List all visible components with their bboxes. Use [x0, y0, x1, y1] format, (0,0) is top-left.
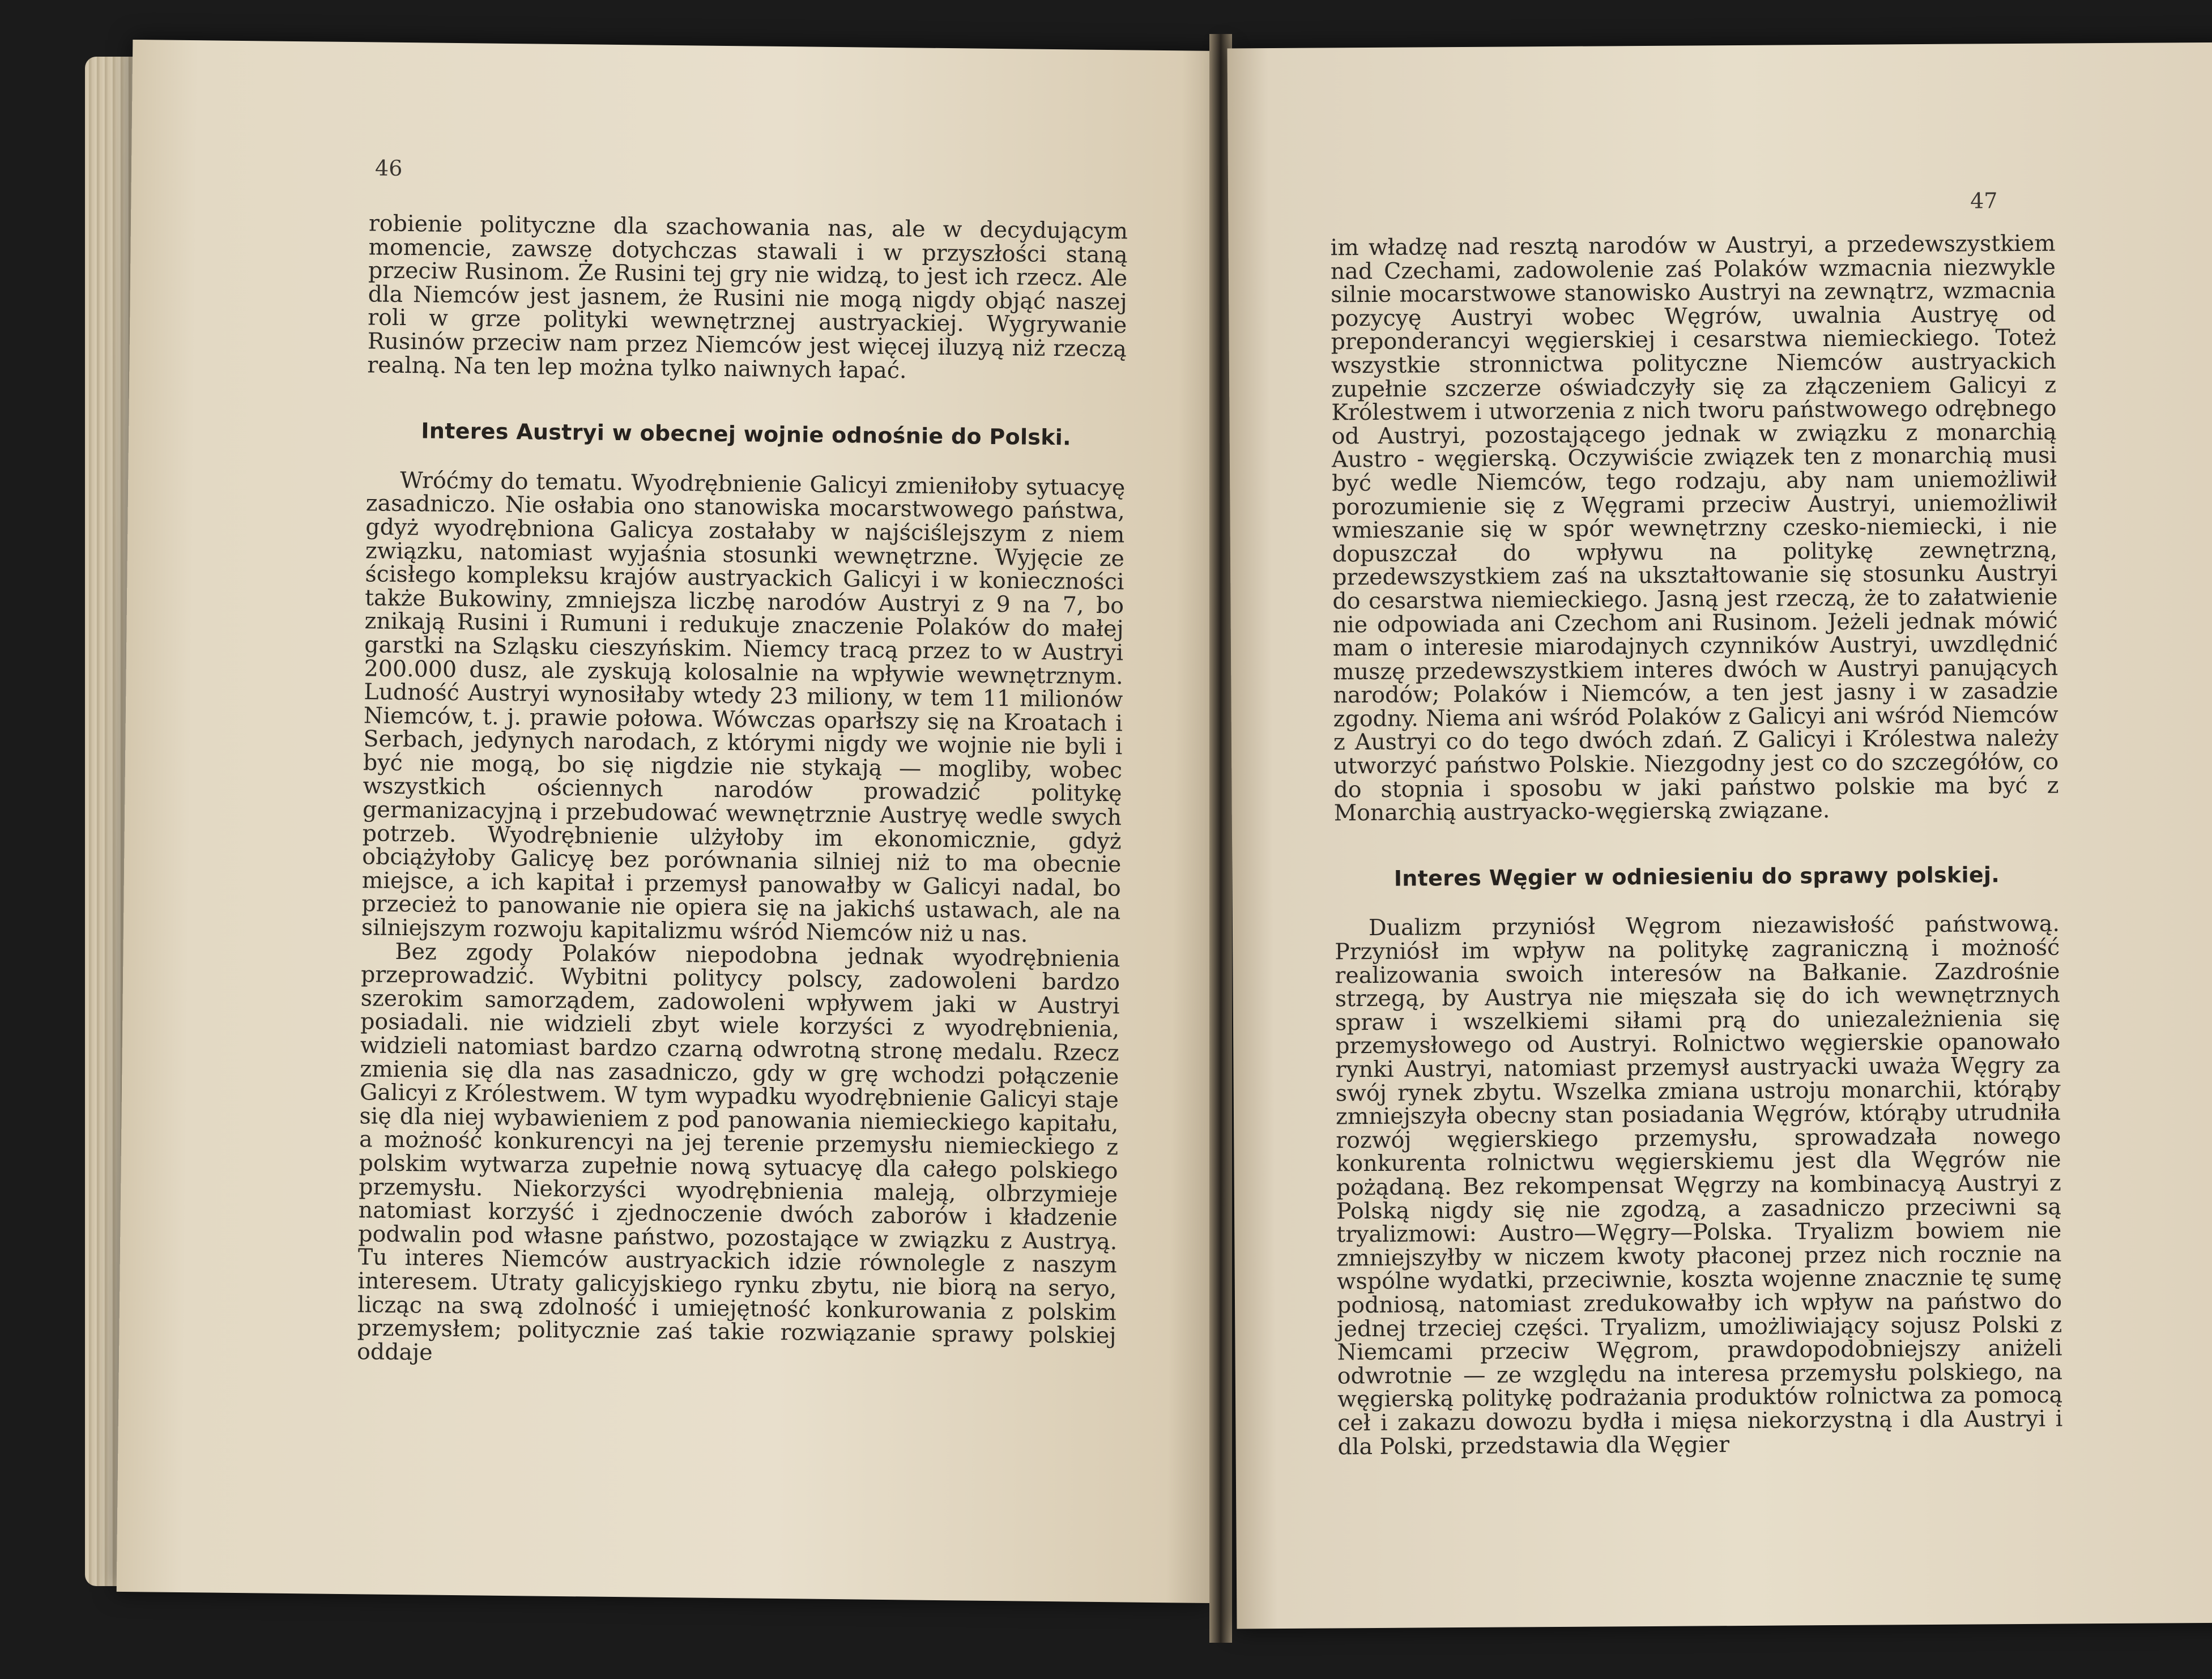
- section-heading: Interes Węgier w odniesieniu do sprawy polskiej.: [1393, 862, 2000, 891]
- paragraph: robienie polityczne dla szachowania nas, ale w decydującym momencie, zawsze dotychczas stawali i w przyszłości staną przeciw Rusinom. Że Rusini tej gry nie widzą, to jest ich rzecz. Ale dla Niemców jest jasnem, że Rusini nie mogą nigdy objąć naszej roli w grze polityki wewnętrznej austryackiej. Wygrywanie Rusinów przeciw nam przez Niemców jest więcej iluzyą niż rzeczą realną. Na ten lep można tylko naiwnych łapać.: [367, 210, 1128, 383]
- section-heading: Interes Austryi w obecnej wojnie odnośnie do Polski.: [421, 418, 1072, 450]
- paragraph: Dualizm przyniósł Węgrom niezawisłość państwową. Przyniósł im wpływ na politykę zagraniczną i możność realizowania swoich interesów na Bałkanie. Zazdrośnie strzegą, by Austrya nie mięszała się do ich wewnętrznych spraw i wszelkiemi siłami prą do uniezależnienia się przemysłowego od Austryi. Rolnictwo węgierskie opanowało rynki Austryi, natomiast przemysł austryacki uważa Węgry za swój rynek zbytu. Wszelka zmiana ustroju monarchii, którąby zmniejszyła obecny stan posiadania Węgrów, którąby utrudniła rozwój węgierskiego przemysłu, sprowadzała nowego konkurenta rolnictwu węgierskiemu jest dla Węgrów nie pożądaną. Bez rekompensat Węgrzy na kombinacyą Austryi z Polską nigdy się nie zgodzą, a zasadniczo przeciwni są tryalizmowi: Austro—Węgry—Polska. Tryalizm bowiem nie zmniejszyłby w niczem kwoty płaconej przez nich rocznie na wspólne wydatki, przeciwnie, koszta wojenne znacznie tę sumę podniosą, natomiast zredukowałby ich wpływ na państwo do jednej trzeciej części. Tryalizm, umożliwiający sojusz Polski z Niemcami przeciw Węgrom, prawdopodobniejszy aniżeli odwrotnie — ze względu na interesa przemysłu polskiego, na węgierską politykę podrażania produktów rolnictwa za pomocą ceł i zakazu dowozu bydła i mięsa niekorzystną i dla Austryi i dla Polski, przedstawia dla Węgier: [1335, 911, 2063, 1460]
- open-book: [79, 23, 2170, 1648]
- right-page: [1227, 42, 2212, 1629]
- page-number: 47: [1970, 188, 1998, 214]
- page-number: 46: [374, 155, 403, 181]
- left-page-text: [357, 212, 1128, 1371]
- right-page-text: [1331, 232, 2063, 1459]
- left-page: [117, 40, 1226, 1603]
- paragraph: Bez zgody Polaków niepodobna jednak wyodrębnienia przeprowadzić. Wybitni politycy polscy, zadowoleni bardzo szerokim samorządem, zadowoleni wpływem jaki w Austryi posiadali. nie widzieli zbyt wiele korzyści z wyodrębnienia, widzieli natomiast bardzo czarną odwrotną stronę medalu. Rzecz zmienia się dla nas zasadniczo, gdy w grę wchodzi połączenie Galicyi z Królestwem. W tym wypadku wyodrębnienie Galicyi staje się dla niej wybawieniem z pod panowania niemieckiego kapitału, a możność konkurencyi na jej terenie przemysłu niemieckiego z polskim wytwarza zupełnie nową sytuacyę dla całego polskiego przemysłu. Niekorzyści wyodrębnienia maleją, olbrzymieje natomiast korzyść i zjednoczenie dwóch zaborów i kładzenie podwalin pod własne państwo, pozostające w związku z Austryą. Tu interes Niemców austryackich idzie równolegle z naszym interesem. Utraty galicyjskiego rynku zbytu, nie biorą na seryo, licząc na swą zdolność i umiejętność konkurowania z polskim przemysłem; politycznie zaś takie rozwiązanie sprawy polskiej oddaje: [356, 938, 1120, 1366]
- paragraph: im władzę nad resztą narodów w Austryi, a przedewszystkiem nad Czechami, zadowolenie zaś Polaków wzmacnia niezwykle silnie mocarstwowe stanowisko Austryi na zewnątrz, wzmacnia pozycyę Austryi wobec Węgrów, uwalnia Austryę od preponderancyi węgierskiej i cesarstwa niemieckiego. Toteż wszystkie stronnictwa polityczne Niemców austryackich zupełnie szczerze oświadczyły się za złączeniem Galicyi z Królestwem i utworzenia z nich tworu państwowego odrębnego od Austryi, pozostającego jednak w związku z monarchią Austro - węgierską. Oczywiście związek ten z monarchią musi być wedle Niemców, tego rodzaju, aby nam uniemożliwił porozumienie się z Węgrami przeciw Austryi, uniemożliwił wmieszanie się w spór wewnętrzny czesko-niemiecki, i nie dopuszczał do wpływu na politykę zewnętrzną, przedewszystkiem zaś na ukształtowanie się stosunku Austryi do cesarstwa niemieckiego. Jasną jest rzeczą, że to załatwienie nie odpowiada ani Czechom ani Rusinom. Jeżeli jednak mówić mam o interesie miarodajnych czynników Austryi, uwzdlędnić muszę przedewszystkiem interes dwóch w Austryi panujących narodów; Polaków i Niemców, a ten jest jasny i w zasadzie zgodny. Niema ani wśród Polaków z Galicyi ani wśród Niemców z Austryi co do tego dwóch zdań. Z Galicyi i Królestwa należy utworzyć państwo Polskie. Niezgodny jest co do szczegółów, co do stopnia i sposobu w jaki państwo polskie ma być z Monarchią austryacko-węgierską związane.: [1330, 230, 2059, 826]
- paragraph: Wróćmy do tematu. Wyodrębnienie Galicyi zmieniłoby sytuacyę zasadniczo. Nie osłabia ono stanowiska mocarstwowego państwa, gdyż wyodrębniona Galicya zostałaby w najściślejszym z niem związku, natomiast wyjaśnia stosunki wewnętrzne. Wyjęcie ze ścisłego kompleksu krajów austryackich Galicyi i w konieczności także Bukowiny, zmniejsza liczbę narodów Austryi z 9 na 7, bo znikają Rusini i Rumuni i redukuje znaczenie Polaków do małej garstki na Szląsku cieszyńskim. Niemcy tracą przez to w Austryi 200.000 dusz, ale zyskują kolosalnie na wpływie wewnętrznym. Ludność Austryi wynosiłaby wtedy 23 miliony, w tem 11 milionów Niemców, t. j. prawie połowa. Wówczas oparłszy się na Kroatach i Serbach, jedynych narodach, z którymi nigdy we wojnie nie byli i być nie mogą, bo się nigdzie nie stykają — mogliby, wobec wszystkich ościennych narodów prowadzić politykę germanizacyjną i przebudować wewnętrznie Austryę wedle swych potrzeb. Wyodrębnienie ulżyłoby im ekonomicznie, gdyż obciążyłoby Galicyę bez porównania silniej niż to ma obecnie miejsce, a ich kapitał i przemysł panowałby w Galicyi nadal, bo przecież to panowanie nie opiera się na jakichś ustawach, ale na silniejszym rozwoju kapitalizmu wśród Niemców niż u nas.: [361, 467, 1126, 948]
